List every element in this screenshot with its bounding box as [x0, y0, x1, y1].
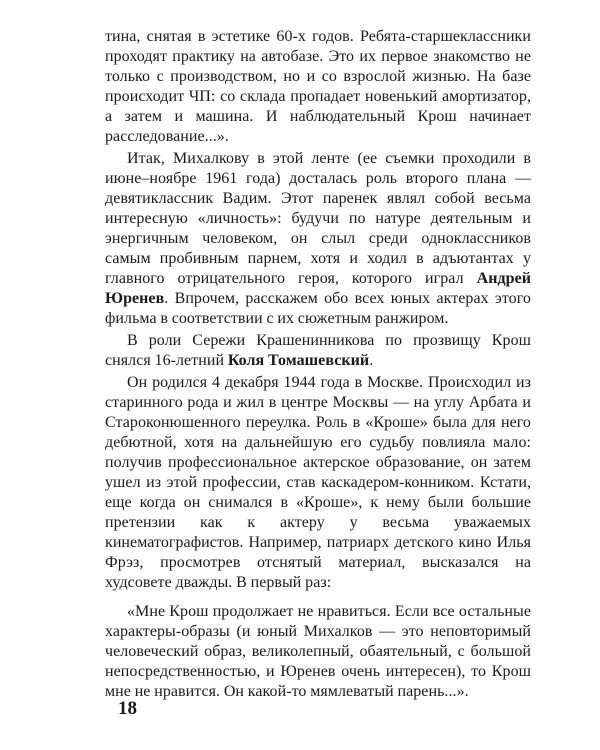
quotation: «Мне Крош продолжает не нравиться. Если все остальные характеры-образы (и юный Михалков — это неповторимый человеческий образ, великолепный, обаятельный, с большой непосредственностью, и Юренев очень интересен), то Крош мне не нравится. Он какой-то мямлеватый парень...». [105, 603, 531, 700]
actor-name-tomashevsky: Коля Томашевский [227, 352, 370, 369]
paragraph-2 [105, 149, 531, 329]
paragraph-4: Он родился 4 декабря 1944 года в Москве. Происходил из старинного рода и жил в центре Москвы — на углу Арбата и Староконюшенного переулка. Роль в «Кроше» была для него дебютной, хотя на дальнейшую его судьбу повлияла мало: получив профессиональное актерское образование, он затем ушел из этой профессии, став каскадером-конником. Кстати, еще когда он снимался в «Кроше», к нему были большие претензии как к актеру у весьма уважаемых кинематографистов. Например, патриарх детского кино Илья Фрэз, просмотрев отснятый материал, высказался на худсовете дважды. В первый раз: [105, 374, 531, 591]
paragraph-3 [105, 331, 531, 371]
paragraph-1: тина, снятая в эстетике 60-х годов. Ребята-старшеклассники проходят практику на автобазе. Это их первое знакомство не только с производством, но и со взрослой жизнью. На базе происходит ЧП: со склада пропадает новенький амортизатор, а затем и машина. И наблюдательный Крош начинает расследование...». [105, 28, 531, 145]
paragraph-2-text-start: Итак, Михалкову в этой ленте (ее съемки проходили в июне–ноябре 1961 года) досталась роль второго плана — девятиклассник Вадим. Этот паренек являл собой весьма интересную «личность»: будучи по натуре деятельным и энергичным человеком, он слыл среди одноклассников самым пробивным парнем, хотя и ходил в адъютантах у главного отрицательного героя, которого играл [105, 150, 531, 287]
paragraph-3-text-start: В роли Сережи Крашенинникова по прозвищу Крош снялся 16-летний [105, 332, 531, 369]
actor-name-yurenev: Андрей Юренев [105, 270, 531, 307]
page-number: 18 [118, 698, 137, 719]
paragraph-2-text-end: . Впрочем, расскажем обо всех юных актерах этого фильма в соответствии с их сюжетным ранжиром. [105, 290, 531, 327]
page-body-text [105, 27, 531, 702]
paragraph-3-text-end: . [369, 352, 374, 369]
